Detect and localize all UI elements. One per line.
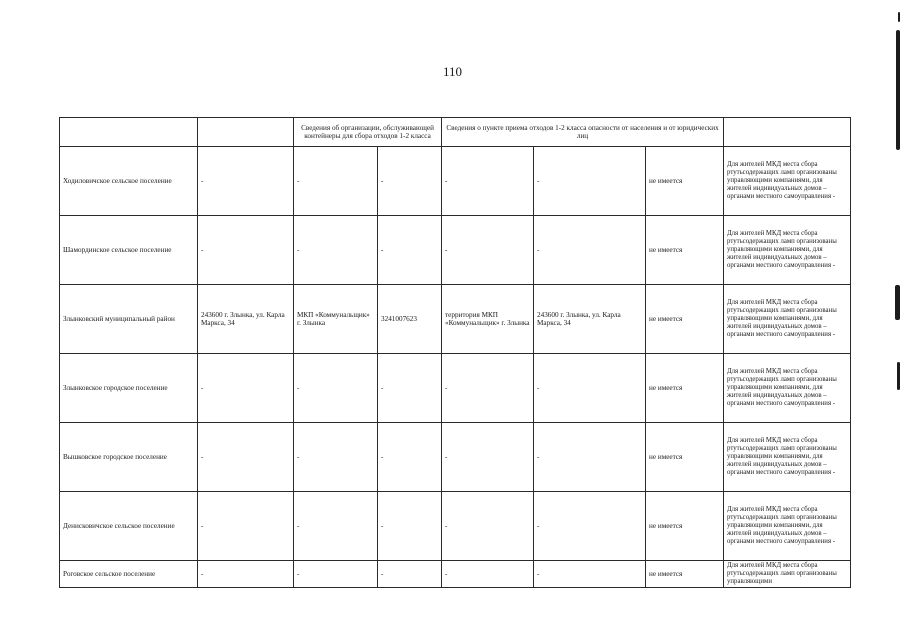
note-cell: Для жителей МКД места сбора ртутьсодержащих ламп организованы управляющими компаниями, для жителей индивидуальных домов – органами местного самоуправления - xyxy=(724,147,851,216)
note-cell: Для жителей МКД места сбора ртутьсодержащих ламп организованы управляющими компаниями, для жителей индивидуальных домов – органами местного самоуправления - xyxy=(724,354,851,423)
note-cell: Для жителей МКД места сбора ртутьсодержащих ламп организованы управляющими компаниями, для жителей индивидуальных домов – органами местного самоуправления - xyxy=(724,216,851,285)
point-location-cell: - xyxy=(442,561,534,588)
point-address-cell: - xyxy=(534,354,646,423)
organization-cell: МКП «Коммунальщик» г. Злынка xyxy=(294,285,378,354)
table-row xyxy=(60,423,851,492)
address-cell: - xyxy=(198,492,294,561)
settlement-name: Злынковское городское поселение xyxy=(60,354,198,423)
scan-edge-mark xyxy=(897,362,900,390)
table-row xyxy=(60,561,851,588)
point-address-cell: - xyxy=(534,147,646,216)
point-location-cell: - xyxy=(442,423,534,492)
settlement-name: Шамординское сельское поселение xyxy=(60,216,198,285)
point-location-cell: территория МКП «Коммунальщик» г. Злынка xyxy=(442,285,534,354)
organization-cell: - xyxy=(294,492,378,561)
note-cell: Для жителей МКД места сбора ртутьсодержащих ламп организованы управляющими компаниями, для жителей индивидуальных домов – органами местного самоуправления - xyxy=(724,285,851,354)
settlement-name: Денисковичское сельское поселение xyxy=(60,492,198,561)
organization-cell: - xyxy=(294,147,378,216)
header-collection-point: Сведения о пункте приема отходов 1-2 класса опасности от населения и от юридических лиц xyxy=(442,118,724,147)
inn-cell: - xyxy=(378,147,442,216)
scan-edge-mark xyxy=(895,285,900,320)
availability-cell: не имеется xyxy=(646,423,724,492)
address-cell: - xyxy=(198,216,294,285)
availability-cell: не имеется xyxy=(646,561,724,588)
settlement-name: Роговское сельское поселение xyxy=(60,561,198,588)
availability-cell: не имеется xyxy=(646,285,724,354)
availability-cell: не имеется xyxy=(646,354,724,423)
inn-cell: - xyxy=(378,561,442,588)
point-address-cell: - xyxy=(534,492,646,561)
note-cell: Для жителей МКД места сбора ртутьсодержащих ламп организованы управляющими компаниями, для жителей индивидуальных домов – органами местного самоуправления - xyxy=(724,423,851,492)
page-number: 110 xyxy=(442,64,463,79)
organization-cell: - xyxy=(294,354,378,423)
header-organization: Сведения об организации, обслуживающей контейнеры для сбора отходов 1-2 класса xyxy=(294,118,442,147)
header-cell-empty xyxy=(724,118,851,147)
note-cell: Для жителей МКД места сбора ртутьсодержащих ламп организованы управляющими компаниями, для жителей индивидуальных домов – органами местного самоуправления - xyxy=(724,492,851,561)
inn-cell: 3241007623 xyxy=(378,285,442,354)
point-location-cell: - xyxy=(442,492,534,561)
inn-cell: - xyxy=(378,354,442,423)
table-header-row xyxy=(60,118,851,147)
table-row xyxy=(60,354,851,423)
address-cell: - xyxy=(198,561,294,588)
address-cell: - xyxy=(198,423,294,492)
scan-edge-mark xyxy=(898,12,900,22)
point-address-cell: - xyxy=(534,561,646,588)
table-row xyxy=(60,216,851,285)
settlement-name: Ходиловичское сельское поселение xyxy=(60,147,198,216)
header-cell-empty xyxy=(198,118,294,147)
inn-cell: - xyxy=(378,216,442,285)
point-address-cell: 243600 г. Злынка, ул. Карла Маркса, 34 xyxy=(534,285,646,354)
table-row xyxy=(60,492,851,561)
note-cell: Для жителей МКД места сбора ртутьсодержащих ламп организованы управляющими xyxy=(724,561,851,588)
address-cell: - xyxy=(198,354,294,423)
point-address-cell: - xyxy=(534,423,646,492)
settlement-name: Вышковское городское поселение xyxy=(60,423,198,492)
table-row xyxy=(60,147,851,216)
inn-cell: - xyxy=(378,423,442,492)
availability-cell: не имеется xyxy=(646,492,724,561)
organization-cell: - xyxy=(294,561,378,588)
point-address-cell: - xyxy=(534,216,646,285)
waste-collection-table xyxy=(59,117,851,588)
scan-edge-mark xyxy=(896,30,900,150)
availability-cell: не имеется xyxy=(646,147,724,216)
availability-cell: не имеется xyxy=(646,216,724,285)
point-location-cell: - xyxy=(442,147,534,216)
point-location-cell: - xyxy=(442,216,534,285)
point-location-cell: - xyxy=(442,354,534,423)
organization-cell: - xyxy=(294,216,378,285)
settlement-name: Злынковский муниципальный район xyxy=(60,285,198,354)
organization-cell: - xyxy=(294,423,378,492)
table-row xyxy=(60,285,851,354)
header-cell-empty xyxy=(60,118,198,147)
inn-cell: - xyxy=(378,492,442,561)
address-cell: - xyxy=(198,147,294,216)
address-cell: 243600 г. Злынка, ул. Карла Маркса, 34 xyxy=(198,285,294,354)
